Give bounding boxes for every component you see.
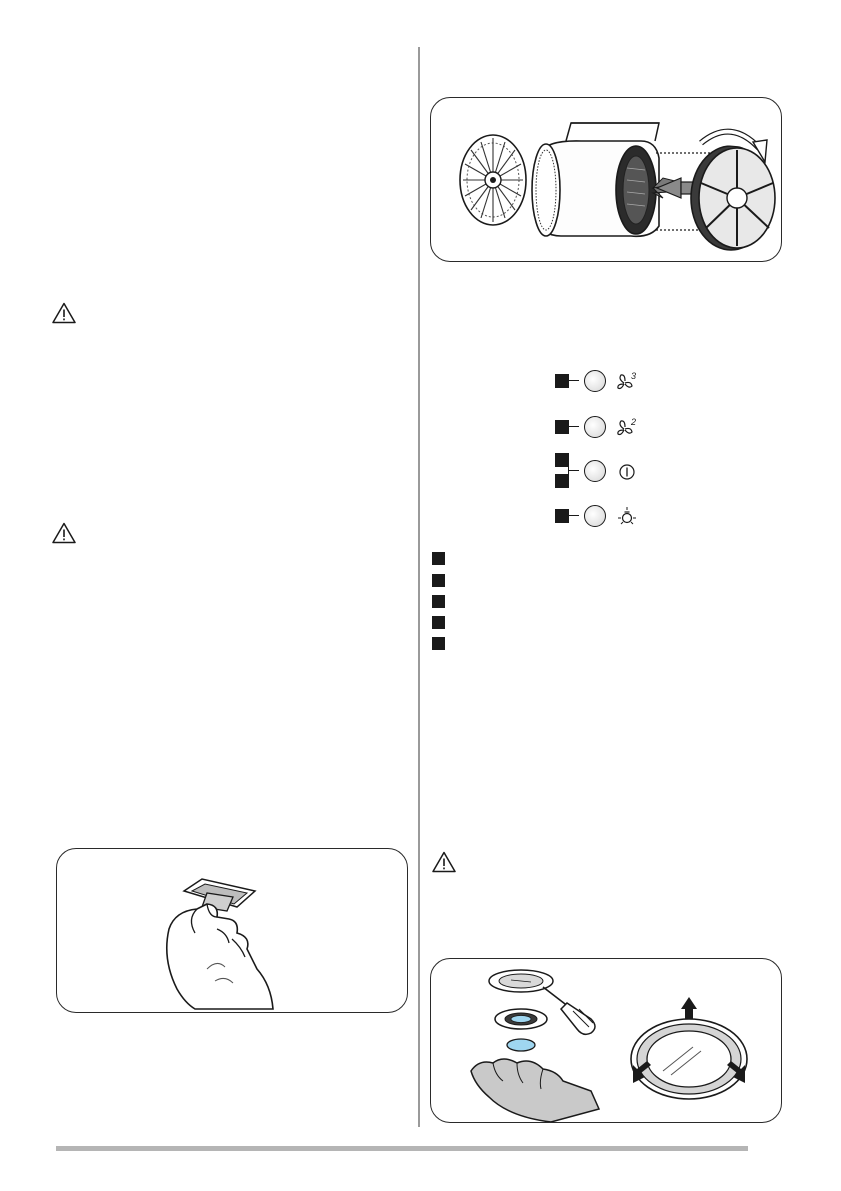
- callout-connector: [569, 380, 579, 381]
- charcoal-filter-figure: [430, 97, 782, 262]
- charcoal-filter-install-illustration: [431, 98, 781, 261]
- grease-filter-disc-icon: [460, 135, 526, 225]
- warning-triangle-icon: [432, 851, 456, 873]
- callout-connector: [569, 470, 579, 471]
- hand-holding-filter-illustration: [57, 849, 407, 1012]
- warning-triangle-icon: [52, 302, 76, 324]
- control-panel-diagram: [540, 363, 660, 533]
- lamp-replacement-illustration: [431, 959, 781, 1122]
- light-icon: [614, 504, 640, 530]
- fan-speed-3-icon: [614, 369, 640, 395]
- callout-marker: [555, 374, 569, 388]
- charcoal-filter-disc-icon: [691, 132, 775, 250]
- legend-marker: [432, 616, 445, 629]
- callout-marker: [555, 509, 569, 523]
- hand-filter-figure: [56, 848, 408, 1013]
- fan-speed-2-button[interactable]: [584, 416, 606, 438]
- lamp-replacement-figure: [430, 958, 782, 1123]
- svg-text:2: 2: [631, 417, 637, 427]
- fan-speed-2-icon: [614, 415, 640, 441]
- legend-marker: [432, 574, 445, 587]
- callout-connector: [569, 426, 579, 427]
- legend-marker: [432, 595, 445, 608]
- callout-marker: [555, 474, 569, 488]
- power-icon: [614, 459, 640, 485]
- svg-text:3: 3: [631, 371, 637, 381]
- motor-housing-icon: [532, 123, 659, 236]
- callout-connector: [569, 515, 579, 516]
- legend-marker: [432, 552, 445, 565]
- warning-triangle-icon: [52, 522, 76, 544]
- callout-marker: [555, 420, 569, 434]
- column-divider: [418, 47, 420, 1127]
- power-button[interactable]: [584, 460, 606, 482]
- legend-marker: [432, 637, 445, 650]
- fan-speed-3-button[interactable]: [584, 370, 606, 392]
- footer-rule: [56, 1146, 748, 1151]
- light-button[interactable]: [584, 505, 606, 527]
- callout-marker: [555, 453, 569, 467]
